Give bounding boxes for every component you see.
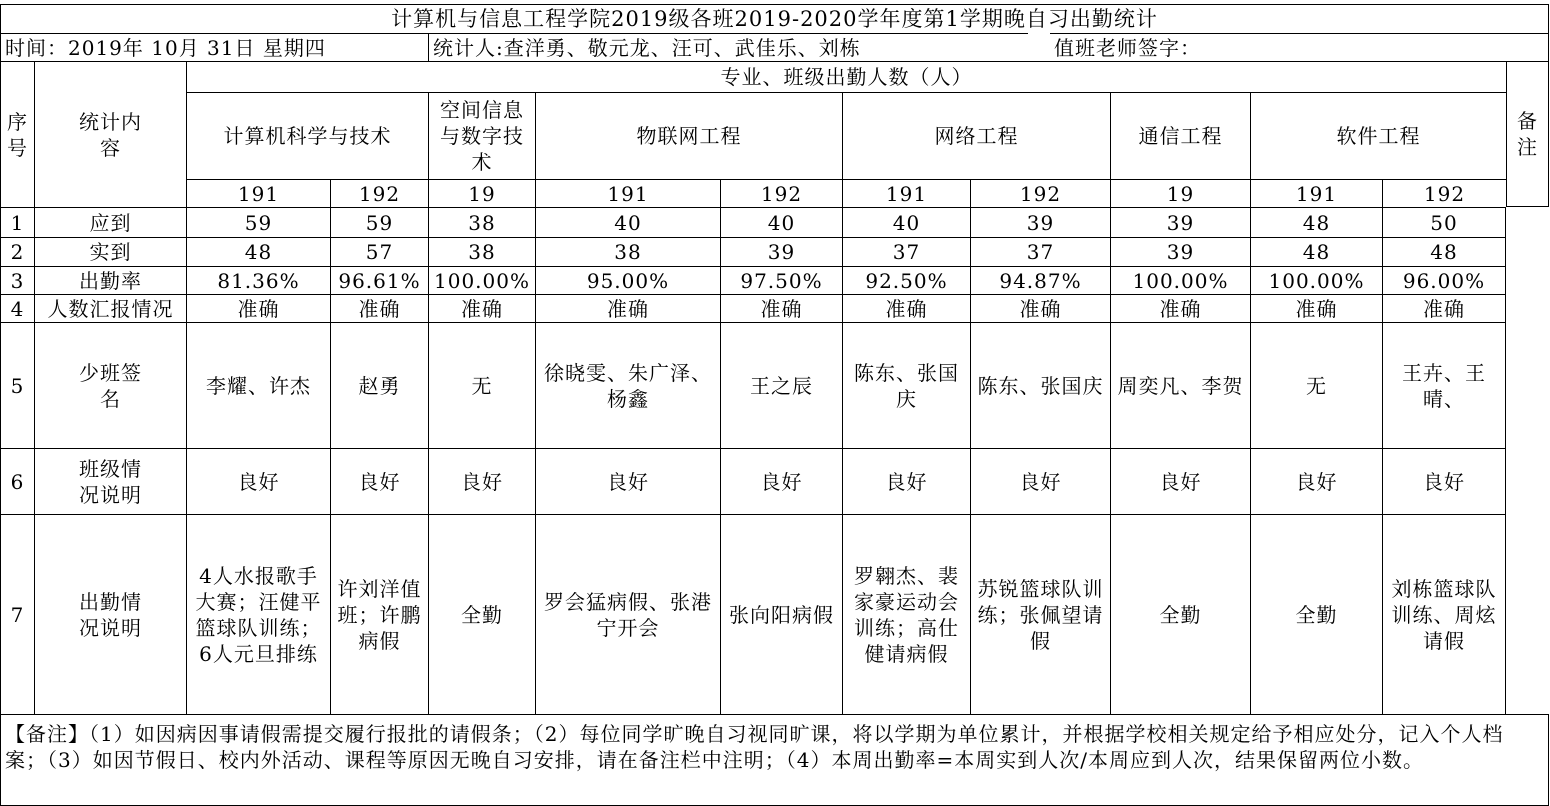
table-cell: 赵勇 xyxy=(330,322,428,448)
row-label: 实到 xyxy=(34,237,186,266)
row-number: 3 xyxy=(0,266,34,294)
class-number: 191 xyxy=(535,179,720,207)
table-cell: 徐晓雯、朱广泽、杨鑫 xyxy=(535,322,720,448)
table-cell: 准确 xyxy=(330,294,428,322)
row-number: 5 xyxy=(0,322,34,448)
table-cell: 96.00% xyxy=(1382,266,1506,294)
table-cell: 59 xyxy=(186,207,330,237)
table-cell: 准确 xyxy=(535,294,720,322)
class-number: 192 xyxy=(970,179,1110,207)
table-cell: 陈东、张国庆 xyxy=(970,322,1110,448)
table-cell: 良好 xyxy=(535,448,720,514)
table-cell: 38 xyxy=(428,207,535,237)
table-cell: 100.00% xyxy=(1250,266,1382,294)
table-cell: 良好 xyxy=(330,448,428,514)
class-number: 192 xyxy=(330,179,428,207)
row-label: 班级情况说明 xyxy=(34,448,186,514)
table-cell: 王之辰 xyxy=(720,322,842,448)
table-cell: 良好 xyxy=(1110,448,1250,514)
table-cell: 40 xyxy=(842,207,970,237)
row-number: 1 xyxy=(0,207,34,237)
table-cell: 许刘洋值班；许鹏病假 xyxy=(330,514,428,714)
class-number: 19 xyxy=(428,179,535,207)
table-cell: 王卉、王晴、 xyxy=(1382,322,1506,448)
table-cell: 97.50% xyxy=(720,266,842,294)
table-cell: 无 xyxy=(428,322,535,448)
table-cell: 39 xyxy=(720,237,842,266)
table-cell: 良好 xyxy=(428,448,535,514)
table-cell: 38 xyxy=(428,237,535,266)
class-number: 191 xyxy=(186,179,330,207)
table-cell: 准确 xyxy=(1382,294,1506,322)
major-telecom: 通信工程 xyxy=(1110,92,1250,179)
teacher-sign-field: 值班老师签字： xyxy=(1050,33,1549,61)
row-number: 2 xyxy=(0,237,34,266)
table-cell: 良好 xyxy=(186,448,330,514)
header-content: 统计内容 xyxy=(34,61,186,207)
table-cell: 准确 xyxy=(1110,294,1250,322)
table-cell: 罗会猛病假、张港宁开会 xyxy=(535,514,720,714)
table-cell: 张向阳病假 xyxy=(720,514,842,714)
table-cell: 陈东、张国庆 xyxy=(842,322,970,448)
table-cell: 4人水报歌手大赛；汪健平篮球队训练；6人元旦排练 xyxy=(186,514,330,714)
table-cell: 刘栋篮球队训练、周炫请假 xyxy=(1382,514,1506,714)
row-label: 人数汇报情况 xyxy=(34,294,186,322)
table-cell: 准确 xyxy=(970,294,1110,322)
header-remark: 备注 xyxy=(1506,61,1549,207)
row-number: 7 xyxy=(0,514,34,714)
footnote: 【备注】（1）如因病因事请假需提交履行报批的请假条；（2）每位同学旷晚自习视同旷课，将以学期为单位累计，并根据学校相关规定给予相应处分，记入个人档案；（3）如因节假日、校内外活动、课程等原因无晚自习安排，请在备注栏中注明；（4）本周出勤率=本周实到人次/本周应到人次，结果保留两位小数。 xyxy=(0,714,1549,806)
table-cell: 准确 xyxy=(842,294,970,322)
row-label: 应到 xyxy=(34,207,186,237)
table-cell: 准确 xyxy=(1250,294,1382,322)
major-cs: 计算机科学与技术 xyxy=(186,92,428,179)
table-cell: 37 xyxy=(842,237,970,266)
table-cell: 40 xyxy=(720,207,842,237)
row-label: 出勤情况说明 xyxy=(34,514,186,714)
table-cell: 48 xyxy=(1250,237,1382,266)
table-cell: 罗翱杰、裴家豪运动会训练；高仕健请病假 xyxy=(842,514,970,714)
major-iot: 物联网工程 xyxy=(535,92,842,179)
table-cell: 100.00% xyxy=(428,266,535,294)
table-cell: 准确 xyxy=(720,294,842,322)
table-cell: 57 xyxy=(330,237,428,266)
table-cell: 81.36% xyxy=(186,266,330,294)
table-cell: 良好 xyxy=(720,448,842,514)
sheet-title: 计算机与信息工程学院2019级各班2019-2020学年度第1学期晚自习出勤统计 xyxy=(0,4,1549,33)
table-cell: 准确 xyxy=(186,294,330,322)
table-cell: 李耀、许杰 xyxy=(186,322,330,448)
table-cell: 周奕凡、李贺 xyxy=(1110,322,1250,448)
table-cell: 39 xyxy=(1110,237,1250,266)
date-field: 时间：2019年 10月 31日 星期四 xyxy=(0,33,428,61)
table-cell: 39 xyxy=(970,207,1110,237)
header-group: 专业、班级出勤人数（人） xyxy=(186,61,1506,92)
class-number: 19 xyxy=(1110,179,1250,207)
table-cell: 100.00% xyxy=(1110,266,1250,294)
table-cell: 准确 xyxy=(428,294,535,322)
table-cell: 48 xyxy=(1382,237,1506,266)
major-software: 软件工程 xyxy=(1250,92,1506,179)
class-number: 191 xyxy=(842,179,970,207)
table-cell: 48 xyxy=(186,237,330,266)
row-number: 4 xyxy=(0,294,34,322)
stats-people-field: 统计人:查洋勇、敬元龙、汪可、武佳乐、刘栋 xyxy=(428,33,1028,61)
table-cell: 37 xyxy=(970,237,1110,266)
table-cell: 38 xyxy=(535,237,720,266)
table-cell: 全勤 xyxy=(1250,514,1382,714)
table-cell: 94.87% xyxy=(970,266,1110,294)
class-number: 191 xyxy=(1250,179,1382,207)
table-cell: 良好 xyxy=(970,448,1110,514)
table-cell: 39 xyxy=(1110,207,1250,237)
table-cell: 全勤 xyxy=(1110,514,1250,714)
table-cell: 96.61% xyxy=(330,266,428,294)
major-spatial: 空间信息与数字技术 xyxy=(428,92,535,179)
row-label: 少班签名 xyxy=(34,322,186,448)
table-cell: 59 xyxy=(330,207,428,237)
table-cell: 48 xyxy=(1250,207,1382,237)
table-cell: 92.50% xyxy=(842,266,970,294)
major-network: 网络工程 xyxy=(842,92,1110,179)
table-cell: 无 xyxy=(1250,322,1382,448)
table-cell: 苏锐篮球队训练；张佩望请假 xyxy=(970,514,1110,714)
class-number: 192 xyxy=(720,179,842,207)
class-number: 192 xyxy=(1382,179,1506,207)
table-cell: 良好 xyxy=(1382,448,1506,514)
table-cell: 良好 xyxy=(1250,448,1382,514)
header-seq: 序号 xyxy=(0,61,34,207)
table-cell: 40 xyxy=(535,207,720,237)
table-cell: 50 xyxy=(1382,207,1506,237)
row-number: 6 xyxy=(0,448,34,514)
table-cell: 95.00% xyxy=(535,266,720,294)
table-cell: 全勤 xyxy=(428,514,535,714)
row-label: 出勤率 xyxy=(34,266,186,294)
table-cell: 良好 xyxy=(842,448,970,514)
